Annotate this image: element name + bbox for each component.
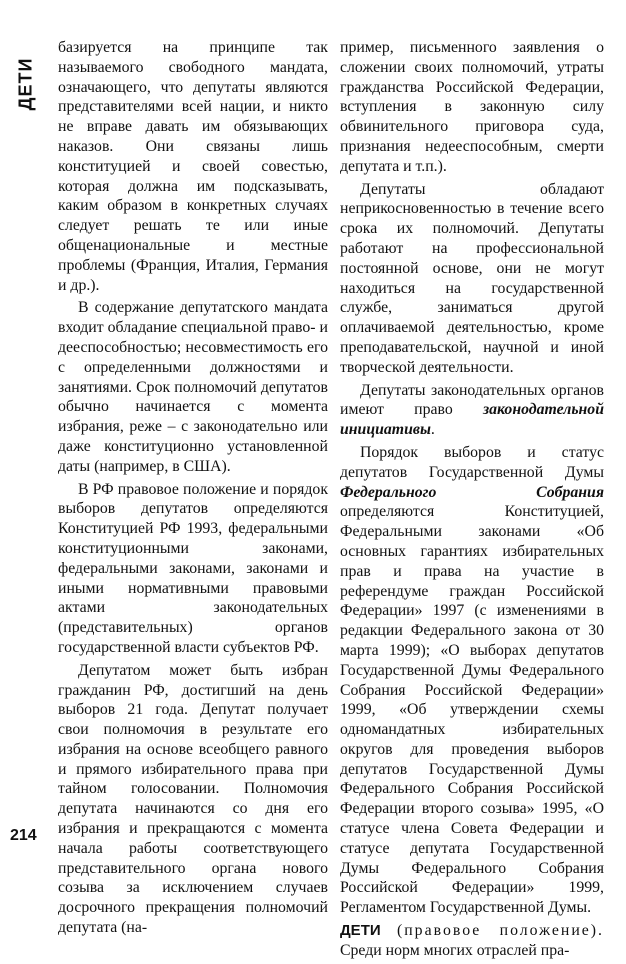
text-run: .	[430, 421, 435, 439]
entry-qualifier: (правовое положение).	[396, 922, 604, 940]
text-run: определяются Конституцией, Федеральными законами «Об основных гарантиях избирательных прав и права на участие в референдуме граждан Российской Федерации» 1997 (с изменениями в редакции Федерального закона от 30 марта 1999); «О выборах депутатов Государственной Думы Федерального Собрания Российской Федерации» 1999, «Об утверждении схемы одномандатных избирательных округов для проведения выборов депутатов Государственной Думы Федерального Собрания Российской Федерации второго созыва» 1995, «О статусе члена Совета Федерации и статусе депутата Государственной Думы Федерального Собрания Российской Федерации» 1999, Регламентом Государственной Думы.	[340, 503, 604, 917]
page-number: 214	[10, 827, 37, 844]
entry-text: Среди норм многих отраслей пра-	[340, 941, 570, 959]
text-run: Порядок выборов и статус депутатов Государственной Думы	[340, 443, 604, 481]
paragraph: Депутатом может быть избран гражданин РФ, достигший на день выборов 21 года. Депутат получает свои полномочия в результате его избрания на основе всеобщего равного и прямого избирательного права при тайном голосовании. Полномочия депутата начинаются со дня его избрания и прекращаются с момента начала работы соответствующего представительного органа нового созыва за исключением случаев досрочного прекращения полномочий депутата (на-	[58, 661, 328, 937]
right-column	[340, 38, 604, 964]
running-head-tab	[6, 26, 46, 111]
paragraph	[340, 381, 604, 440]
paragraph: пример, письменного заявления о сложении своих полномочий, утраты гражданства Российской Федерации, вступления в законную силу обвинительного приговора суда, признания недееспособным, смерти депутата и т.п.).	[340, 39, 604, 175]
italic-term: законодательной инициативы	[340, 401, 604, 439]
dictionary-entry	[340, 921, 604, 961]
paragraph: базируется на принципе так называемого свободного мандата, означающего, что депутаты являются представителями всей нации, и никто не вправе давать им обязывающих наказов. Они связаны лишь конституцией и своей совестью, которая должна им подсказывать, каким образом в конкретных случаях следует решать те или иные общенациональные и местные проблемы (Франция, Италия, Германия и др.).	[58, 39, 328, 294]
italic-term: Федерального Собрания	[340, 483, 604, 501]
paragraph: В РФ правовое положение и порядок выборов депутатов определяются Конституцией РФ 1993, федеральными конституционными законами, федеральными законами, законами и иными нормативными правовыми актами законодательных (представительных) органов государственной власти субъектов РФ.	[58, 480, 328, 656]
paragraph: Депутаты обладают неприкосновенностью в течение всего срока их полномочий. Депутаты работают на профессиональной постоянной основе, они не могут находиться на государственной службе, заниматься другой оплачиваемой деятельностью, кроме преподавательской, научной и иной творческой деятельности.	[340, 180, 604, 376]
text-run: Депутаты законодательных органов имеют право	[340, 381, 604, 419]
left-column	[58, 38, 328, 941]
paragraph: В содержание депутатского мандата входит обладание специальной право- и дееспособностью; несовместимость его с определенными должностями и занятиями. Срок полномочий депутатов обычно начинается с момента избрания, реже – с законодательно или даже конституционно установленной даты (например, в США).	[58, 299, 328, 475]
entry-headword: ДЕТИ	[340, 922, 381, 940]
running-head: ДЕТИ	[15, 57, 36, 111]
paragraph	[340, 443, 604, 918]
